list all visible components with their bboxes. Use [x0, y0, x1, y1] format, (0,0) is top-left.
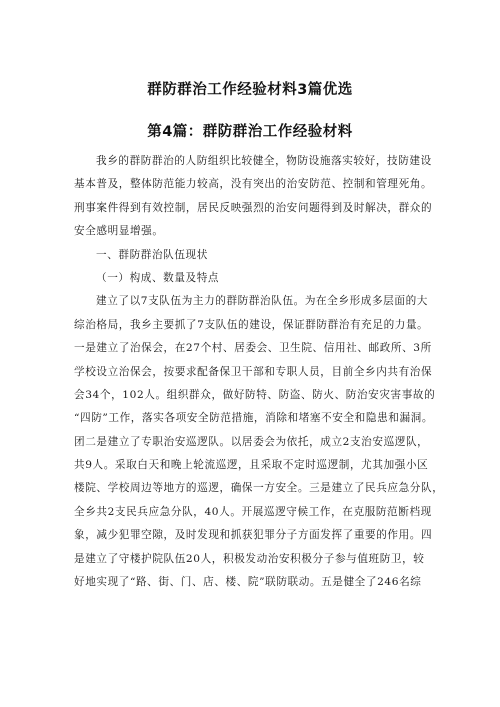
paragraph-line: 共9人。采取白天和晚上轮流巡逻，且采取不定时巡逻制，尤其加强小区	[74, 459, 429, 472]
paragraph-line: 会34个，102人。组织群众，做好防特、防盗、防火、防治安灾害事故的	[74, 388, 436, 401]
paragraph-line: 我乡的群防群治的人防组织比较健全，物防设施落实较好，技防建设	[96, 155, 432, 167]
paragraph-line: 综治格局，我乡主要抓了7支队伍的建设，保证群防群治有充足的力量。	[74, 318, 429, 331]
paragraph-line: 楼院、学校周边等地方的巡逻，确保一方安全。三是建立了民兵应急分队，	[74, 482, 444, 495]
body-text	[74, 150, 444, 594]
paragraph-line: 建立了以7支队伍为主力的群防群治队伍。为在全乡形成多层面的大	[96, 295, 428, 308]
paragraph-line: （一）构成、数量及特点	[96, 271, 220, 284]
section-title: 第4篇：群防群治工作经验材料	[147, 124, 353, 140]
paragraph-line: 是建立了守楼护院队伍20人，积极发动治安积极分子参与值班防卫，较	[74, 552, 425, 565]
paragraph-line: 刑事案件得到有效控制，居民反映强烈的治安问题得到及时解决，群众的	[74, 201, 433, 214]
paragraph-line: 安全感明显增强。	[74, 225, 164, 238]
paragraph-line: 好地实现了“路、街、门、店、楼、院”联防联动。五是健全了246名综	[74, 576, 422, 589]
paragraph-line: 一是建立了治保会，在27个村、居委会、卫生院、信用社、邮政所、3所	[74, 342, 432, 355]
paragraph-line: 基本普及，整体防范能力较高，没有突出的治安防范、控制和管理死角。	[74, 178, 433, 191]
paragraph-line: “四防”工作，落实各项安全防范措施，消除和堵塞不安全和隐患和漏洞。	[74, 412, 434, 425]
document-title: 群防群治工作经验材料3篇优选	[147, 82, 353, 98]
paragraph-line: 全乡共2支民兵应急分队，40人。开展巡逻守候工作，在克服防范断档现	[74, 505, 432, 518]
paragraph-line: 学校设立治保会，按要求配备保卫干部和专职人员，目前全乡内共有治保	[74, 365, 433, 378]
paragraph-line: 团二是建立了专职治安巡逻队。以居委会为依托，成立2支治安巡逻队，	[74, 435, 429, 448]
paragraph-line: 象，减少犯罪空隙，及时发现和抓获犯罪分子方面发挥了重要的作用。四	[74, 529, 433, 542]
paragraph-line: 一、群防群治队伍现状	[96, 248, 208, 261]
